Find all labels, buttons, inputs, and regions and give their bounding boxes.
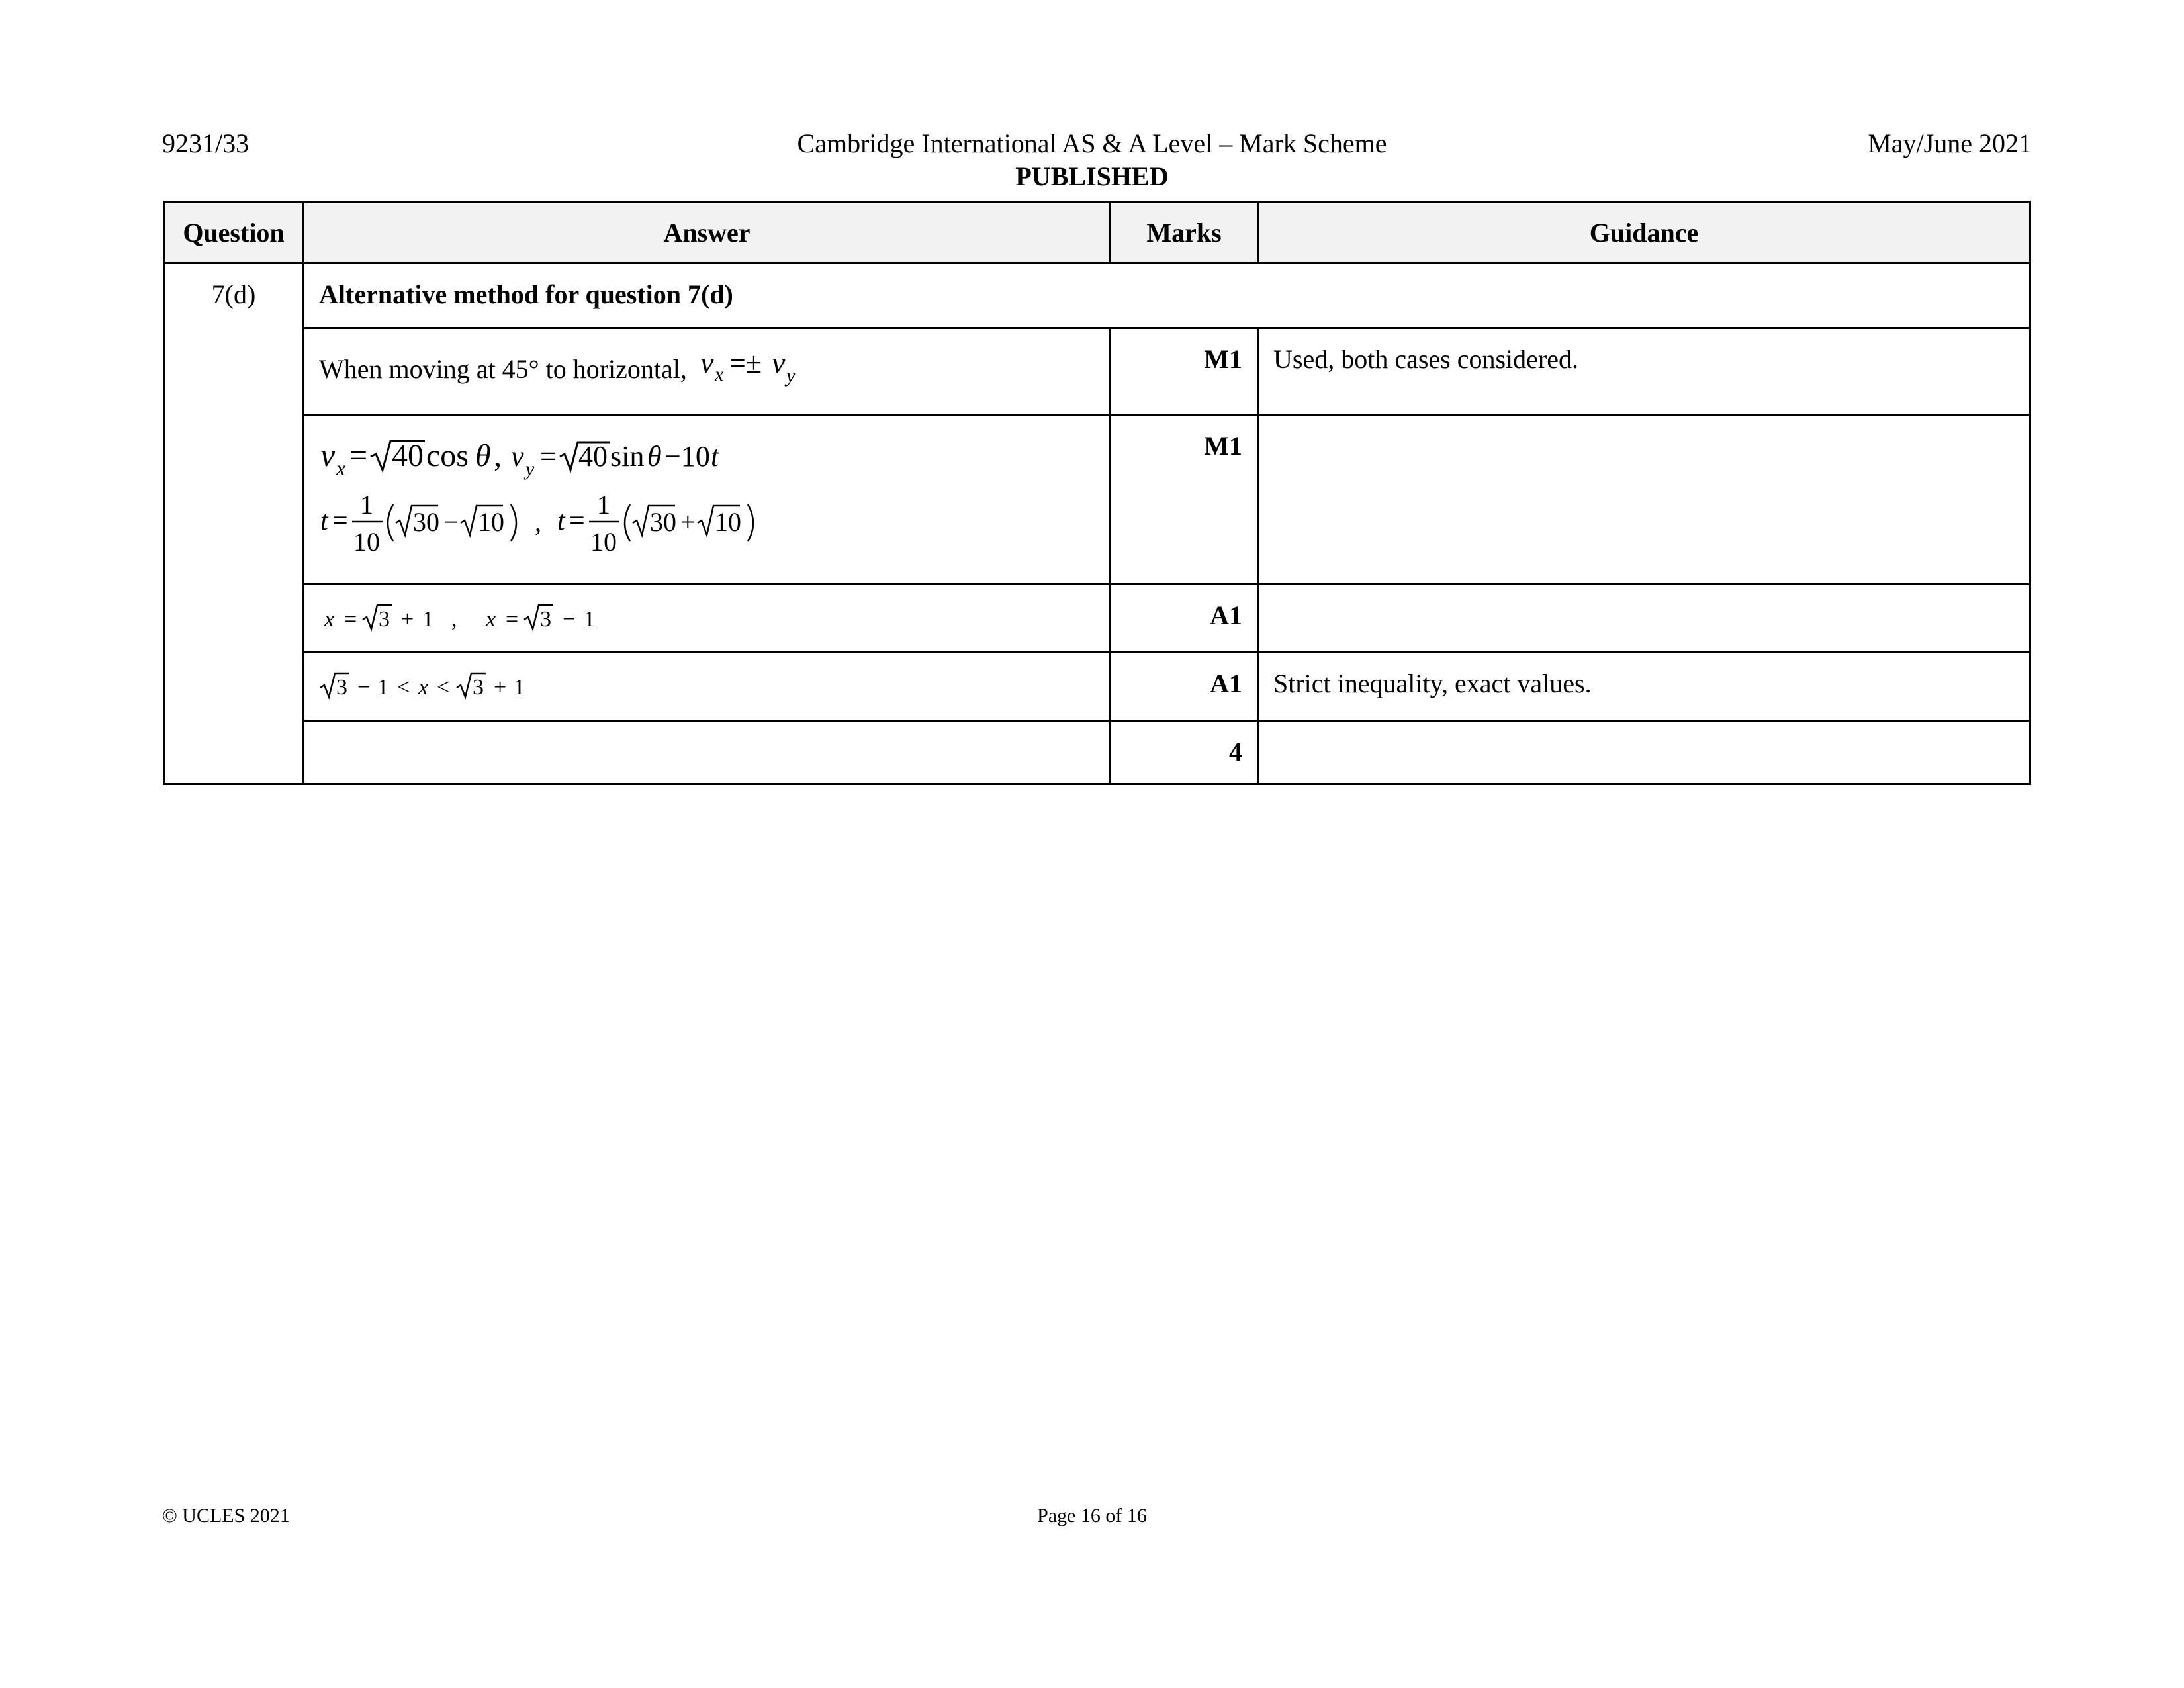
svg-text:40: 40 — [578, 440, 608, 473]
svg-text:+: + — [494, 675, 507, 700]
table-row — [164, 328, 2030, 415]
svg-text:x: x — [418, 675, 429, 700]
time-solutions-equation — [319, 487, 796, 560]
paper-code: 9231/33 — [162, 128, 250, 158]
svg-text:sin: sin — [610, 440, 645, 473]
copyright: © UCLES 2021 — [162, 1505, 290, 1526]
velocity-components-equation — [319, 437, 756, 483]
svg-text:t: t — [557, 506, 565, 536]
svg-text:=: = — [540, 440, 557, 473]
guidance-cell — [1258, 585, 2030, 653]
table-row — [164, 415, 2030, 585]
svg-text:=: = — [344, 607, 357, 632]
svg-text:−: − — [563, 607, 576, 632]
svg-text:y: y — [525, 458, 535, 480]
svg-text:,: , — [494, 438, 502, 473]
svg-text:t: t — [320, 506, 328, 536]
mark-cell: A1 — [1111, 585, 1258, 653]
column-header-marks: Marks — [1111, 202, 1258, 263]
velocity-equation — [698, 349, 810, 387]
table-row — [164, 721, 2030, 784]
x-values-equation — [319, 600, 637, 637]
svg-text:v: v — [320, 437, 336, 473]
svg-text:θ: θ — [475, 438, 491, 473]
column-header-answer: Answer — [304, 202, 1111, 263]
svg-text:1: 1 — [377, 675, 388, 700]
svg-text:x: x — [324, 607, 335, 632]
svg-text:+: + — [680, 507, 696, 537]
exam-session: May/June 2021 — [1868, 128, 2032, 158]
svg-text:x: x — [486, 607, 496, 632]
svg-text:−10: −10 — [664, 440, 710, 473]
svg-text:1: 1 — [514, 675, 525, 700]
svg-text:<: < — [437, 675, 450, 700]
published-label: PUBLISHED — [1015, 162, 1169, 191]
svg-text:40: 40 — [392, 438, 424, 473]
svg-text:v: v — [700, 349, 714, 379]
svg-text:1: 1 — [584, 607, 595, 632]
document-title: Cambridge International AS & A Level – Mark Scheme — [797, 128, 1387, 158]
answer-cell — [304, 653, 1111, 721]
svg-text:3: 3 — [540, 607, 551, 632]
alternative-method-title: Alternative method for question 7(d) — [304, 263, 2030, 328]
answer-text: When moving at 45° to horizontal, — [319, 354, 687, 384]
svg-text:1: 1 — [422, 607, 433, 632]
svg-text:x: x — [336, 456, 346, 480]
table-header-row — [164, 202, 2030, 263]
svg-text:=: = — [506, 607, 519, 632]
svg-text:=: = — [569, 506, 585, 536]
table-row — [164, 585, 2030, 653]
svg-text:θ: θ — [647, 440, 662, 473]
svg-text:10: 10 — [715, 507, 741, 537]
answer-cell — [304, 328, 1111, 415]
svg-text:1: 1 — [597, 490, 610, 520]
svg-text:=±: =± — [729, 349, 762, 379]
svg-text:3: 3 — [473, 675, 484, 700]
svg-text:+: + — [401, 607, 414, 632]
mark-cell: A1 — [1111, 653, 1258, 721]
guidance-cell: Strict inequality, exact values. — [1258, 653, 2030, 721]
svg-text:,: , — [535, 507, 541, 537]
inequality-answer — [319, 668, 637, 705]
svg-text:10: 10 — [478, 507, 504, 537]
svg-text:x: x — [714, 363, 724, 385]
svg-text:=: = — [332, 506, 348, 536]
svg-text:cos: cos — [426, 438, 469, 473]
answer-cell — [304, 721, 1111, 784]
svg-text:3: 3 — [379, 607, 390, 632]
answer-cell — [304, 415, 1111, 585]
svg-text:10: 10 — [353, 527, 380, 557]
svg-text:30: 30 — [413, 507, 439, 537]
svg-text:v: v — [511, 440, 524, 473]
guidance-cell: Used, both cases considered. — [1258, 328, 2030, 415]
mark-cell: M1 — [1111, 415, 1258, 585]
svg-text:10: 10 — [590, 527, 617, 557]
total-mark-cell: 4 — [1111, 721, 1258, 784]
column-header-question: Question — [164, 202, 304, 263]
svg-text:,: , — [451, 607, 457, 632]
svg-text:30: 30 — [650, 507, 676, 537]
svg-text:t: t — [711, 440, 719, 473]
table-row — [164, 263, 2030, 328]
mark-scheme-table — [163, 201, 2031, 785]
guidance-cell — [1258, 721, 2030, 784]
svg-text:=: = — [349, 438, 368, 473]
mark-cell: M1 — [1111, 328, 1258, 415]
column-header-guidance: Guidance — [1258, 202, 2030, 263]
svg-text:<: < — [397, 675, 410, 700]
svg-text:y: y — [786, 365, 796, 387]
svg-text:1: 1 — [360, 490, 373, 520]
table-row — [164, 653, 2030, 721]
answer-cell — [304, 585, 1111, 653]
svg-text:−: − — [443, 507, 459, 537]
page-number: Page 16 of 16 — [1037, 1505, 1147, 1526]
svg-text:3: 3 — [336, 675, 347, 700]
svg-text:v: v — [771, 349, 786, 379]
svg-text:−: − — [357, 675, 371, 700]
question-number: 7(d) — [164, 263, 304, 784]
guidance-cell — [1258, 415, 2030, 585]
